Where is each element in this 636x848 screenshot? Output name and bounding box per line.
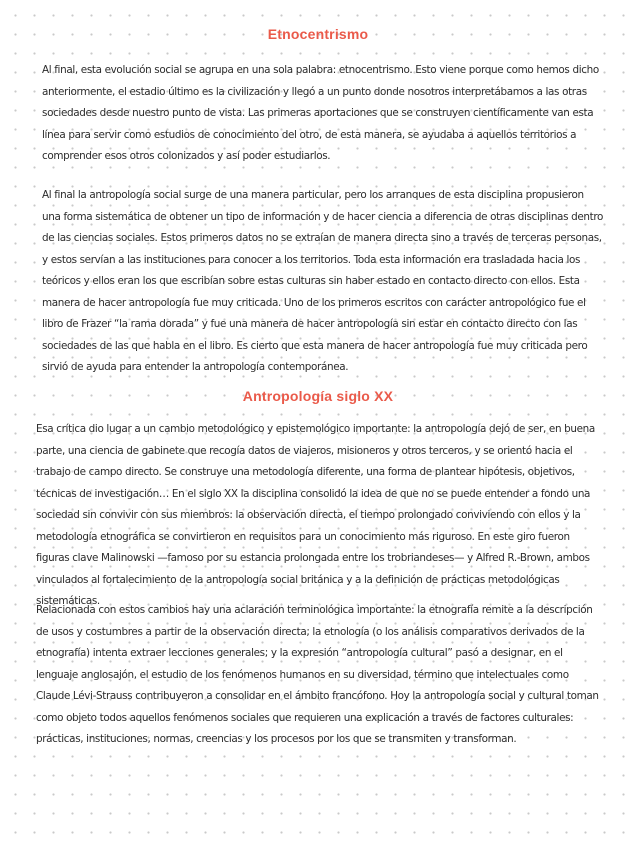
- section-title-antropologia-siglo-xx: Antropología siglo XX: [242, 388, 394, 404]
- paragraph-2: Al final la antropología social surge de una manera particular, pero los arranques de esta disciplina propusieron una forma sistemática de obtener un tipo de información y de hacer ciencia a diferencia de otras disciplinas dentro de las ciencias sociales. Estos primeros datos no se extraían de manera directa sino a través de terceras personas, y estos servían a las instituciones para conocer a los territorios. Toda esta información era trasladada hacia los teóricos y ellos eran los que escribían sobre estas culturas sin haber estado en contacto directo con ellos. Esta manera de hacer antropología fue muy criticada. Uno de los primeros escritos con carácter antropológico fue el libro de Frazer “la rama dorada” y fue una manera de hacer antropología sin estar en contacto directo con las sociedades de las que habla en el libro. Es cierto que esta manera de hacer antropología fue muy criticada pero sirvió de ayuda para entender la antropología contemporánea.: [42, 189, 604, 373]
- paragraph-3: Esa crítica dio lugar a un cambio metodológico y epistemológico importante: la antropología dejó de ser, en buena parte, una ciencia de gabinete que recogía datos de viajeros, misioneros y otros terceros, y se orientó hacia el trabajo de campo directo. Se construye una metodología diferente, una forma de plantear hipótesis, objetivos, técnicas de investigación… En el siglo XX la disciplina consolidó la idea de que no se puede entender a fondo una sociedad sin convivir con sus miembros: la observación directa, el tiempo prolongado conviviendo con ellos y la metodología etnográfica se convirtieron en requisitos para un conocimiento más riguroso. En este giro fueron figuras clave Malinowski —famoso por su estancia prolongada entre los trobriandeses— y Alfred R.-Brown, ambos vinculados al fortalecimiento de la antropología social británica y a la definición de prácticas metodológicas sistemáticas.: [36, 423, 595, 607]
- section-title-etnocentrismo: Etnocentrismo: [267, 26, 369, 42]
- paragraph-1: Al final, esta evolución social se agrupa en una sola palabra: etnocentrismo. Esto viene porque como hemos dicho anteriormente, el estadio último es la civilización y llegó a un punto donde nosotros interpretábamos a las otras sociedades desde nuestro punto de vista. Las primeras aportaciones que se construyen científicamente van esta línea para servir como estudios de conocimiento del otro, de esta manera, se ayudaba a aquellos territorios a comprender esos otros colonizados y así poder estudiarlos.: [42, 64, 599, 162]
- paragraph-4: Relacionada con estos cambios hay una aclaración terminológica importante: la etnografía remite a la descripción de usos y costumbres a partir de la observación directa; la etnología (o los análisis comparativos derivados de la etnografía) intenta extraer lecciones generales; y la expresión “antropología cultural” pasó a designar, en el lenguaje anglosajón, el estudio de los fenómenos humanos en su diversidad, término que intelectuales como Claude Lévi-Strauss contribuyeron a consolidar en el ámbito francófono. Hoy la antropología social y cultural toman como objeto todos aquellos fenómenos sociales que requieren una explicación a través de factores culturales: prácticas, instituciones, normas, creencias y los procesos por los que se transmiten y transforman.: [36, 604, 599, 745]
